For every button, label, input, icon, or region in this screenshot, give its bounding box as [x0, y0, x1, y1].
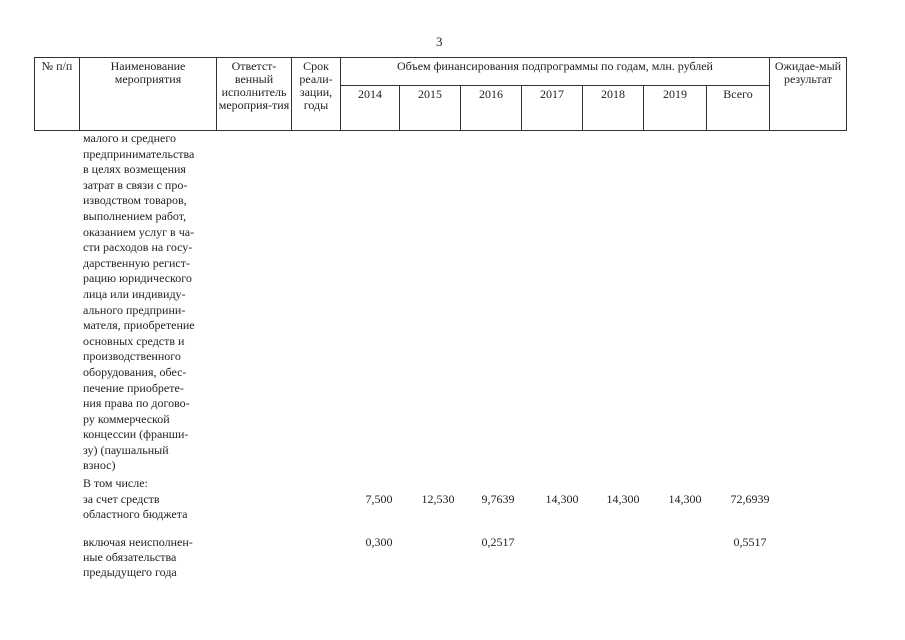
header-total: Всего — [707, 86, 770, 131]
description-line: ального предприни- — [83, 302, 186, 317]
regional-budget-label-line-1: за счет средств — [83, 492, 160, 506]
description-line: ния права по догово- — [83, 396, 190, 411]
description-line: производственного — [83, 349, 181, 364]
header-col-term: Срок реали-зации, годы — [292, 58, 341, 131]
description-line: оказанием услуг в ча- — [83, 224, 195, 239]
header-year-2015: 2015 — [400, 86, 461, 131]
description-line: выполнением работ, — [83, 208, 187, 223]
regional-budget-2019: 14,300 — [668, 492, 702, 506]
header-col-executor: Ответст-венный исполнитель мероприя-тия — [217, 58, 292, 131]
unfulfilled-2014: 0,300 — [365, 535, 393, 549]
unfulfilled-label-line-2: ные обязательства — [83, 550, 177, 564]
page-number: 3 — [436, 34, 443, 49]
description-line: изводством товаров, — [83, 193, 187, 208]
description-line: оборудования, обес- — [83, 364, 187, 379]
unfulfilled-total: 0,5517 — [733, 535, 767, 549]
description-line: лица или индивиду- — [83, 286, 186, 301]
description-line: ру коммерческой — [83, 411, 170, 426]
description-line: предпринимательства — [83, 146, 195, 161]
description-line: в целях возмещения — [83, 162, 186, 177]
header-year-2016: 2016 — [461, 86, 522, 131]
description-line: малого и среднего — [83, 131, 176, 145]
measure-description — [83, 131, 211, 474]
description-line: дарственную регист- — [83, 255, 190, 270]
header-table — [34, 57, 847, 131]
description-line: рацию юридического — [83, 271, 192, 286]
header-year-2019: 2019 — [644, 86, 707, 131]
header-year-2014: 2014 — [341, 86, 400, 131]
description-line: основных средств и — [83, 333, 185, 348]
header-col-result: Ожидае-мый результат — [770, 58, 847, 131]
regional-budget-total: 72,6939 — [730, 492, 770, 506]
description-line: печение приобрете- — [83, 380, 184, 395]
description-line: взнос) — [83, 458, 116, 473]
header-col-funding: Объем финансирования подпрограммы по годам, млн. рублей — [341, 58, 770, 86]
description-line: концессии (франши- — [83, 427, 189, 442]
description-line: сти расходов на госу- — [83, 240, 193, 255]
regional-budget-label-line-2: областного бюджета — [83, 507, 188, 521]
header-col-no: № п/п — [35, 58, 80, 131]
description-line: мателя, приобретение — [83, 318, 195, 333]
unfulfilled-label-line-3: предыдущего года — [83, 565, 177, 579]
header-year-2017: 2017 — [522, 86, 583, 131]
header-col-name: Наименование мероприятия — [80, 58, 217, 131]
regional-budget-2017: 14,300 — [545, 492, 579, 506]
description-line: затрат в связи с про- — [83, 177, 188, 192]
description-line: зу) (паушальный — [83, 442, 169, 457]
regional-budget-2016: 9,7639 — [481, 492, 515, 506]
regional-budget-2014: 7,500 — [365, 492, 393, 506]
unfulfilled-2016: 0,2517 — [481, 535, 515, 549]
regional-budget-2018: 14,300 — [606, 492, 640, 506]
including-label: В том числе: — [83, 476, 148, 490]
unfulfilled-label-line-1: включая неисполнен- — [83, 535, 193, 549]
regional-budget-2015: 12,530 — [421, 492, 455, 506]
header-year-2018: 2018 — [583, 86, 644, 131]
